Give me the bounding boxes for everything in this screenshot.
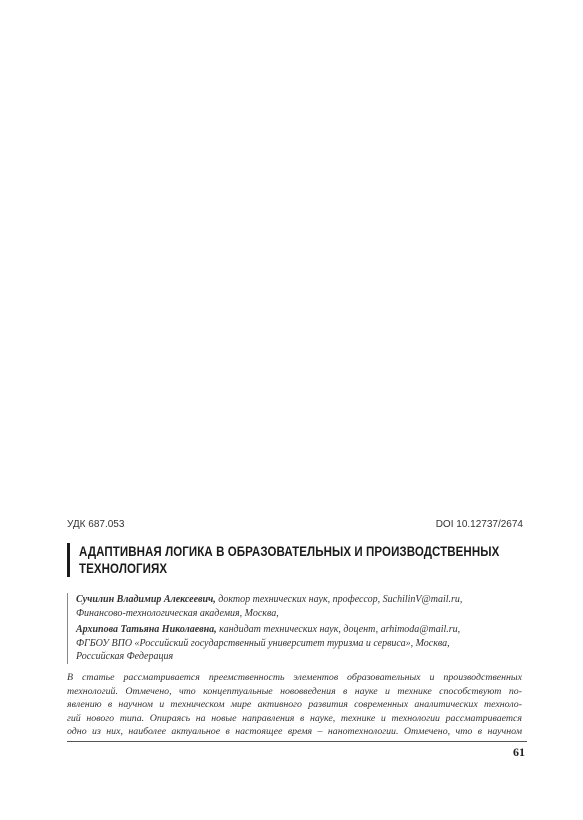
abstract-line: явлению в научном и техническом мире активного развития современных аналитических техноло- bbox=[67, 699, 522, 711]
author-1-info: доктор технических наук, профессор, SuchilinV@mail.ru, bbox=[215, 594, 463, 605]
authors-block bbox=[67, 593, 532, 664]
author-1-affiliation: Финансово-технологическая академия, Москва, bbox=[76, 607, 279, 619]
doi-code: DOI 10.12737/2674 bbox=[435, 519, 523, 530]
article-title: АДАПТИВНАЯ ЛОГИКА В ОБРАЗОВАТЕЛЬНЫХ И ПРОИЗВОДСТВЕННЫХ ТЕХНОЛОГИЯХ bbox=[79, 544, 500, 576]
author-2-info: кандидат технических наук, доцент, arhimoda@mail.ru, bbox=[216, 624, 461, 635]
author-1-name: Сучилин Владимир Алексеевич, bbox=[76, 594, 216, 605]
abstract-line: гий нового типа. Опираясь на новые направления в науке, технике и технологии рассматривается bbox=[67, 712, 522, 724]
footer-rule bbox=[67, 741, 527, 742]
article-title-block bbox=[67, 543, 539, 577]
abstract bbox=[67, 671, 522, 739]
author-2-country: Российская Федерация bbox=[76, 651, 174, 662]
author-2 bbox=[76, 623, 532, 637]
author-1 bbox=[76, 593, 532, 607]
abstract-line: технологий. Отмечено, что концептуальные нововведения в науке и технике способствуют по- bbox=[67, 685, 522, 697]
abstract-line: В статье рассматривается преемственность элементов образовательных и производственных bbox=[67, 672, 522, 683]
author-2-affiliation: ФГБОУ ВПО «Российский государственный университет туризма и сервиса», Москва, bbox=[76, 637, 450, 649]
page-number: 61 bbox=[513, 745, 525, 759]
abstract-line: одно из них, наиболее актуальное в настоящее время – нанотехнологии. Отмечено, что в научном bbox=[67, 726, 522, 738]
udk-code: УДК 687.053 bbox=[67, 519, 125, 530]
author-2-name: Архипова Татьяна Николаевна, bbox=[76, 624, 217, 635]
